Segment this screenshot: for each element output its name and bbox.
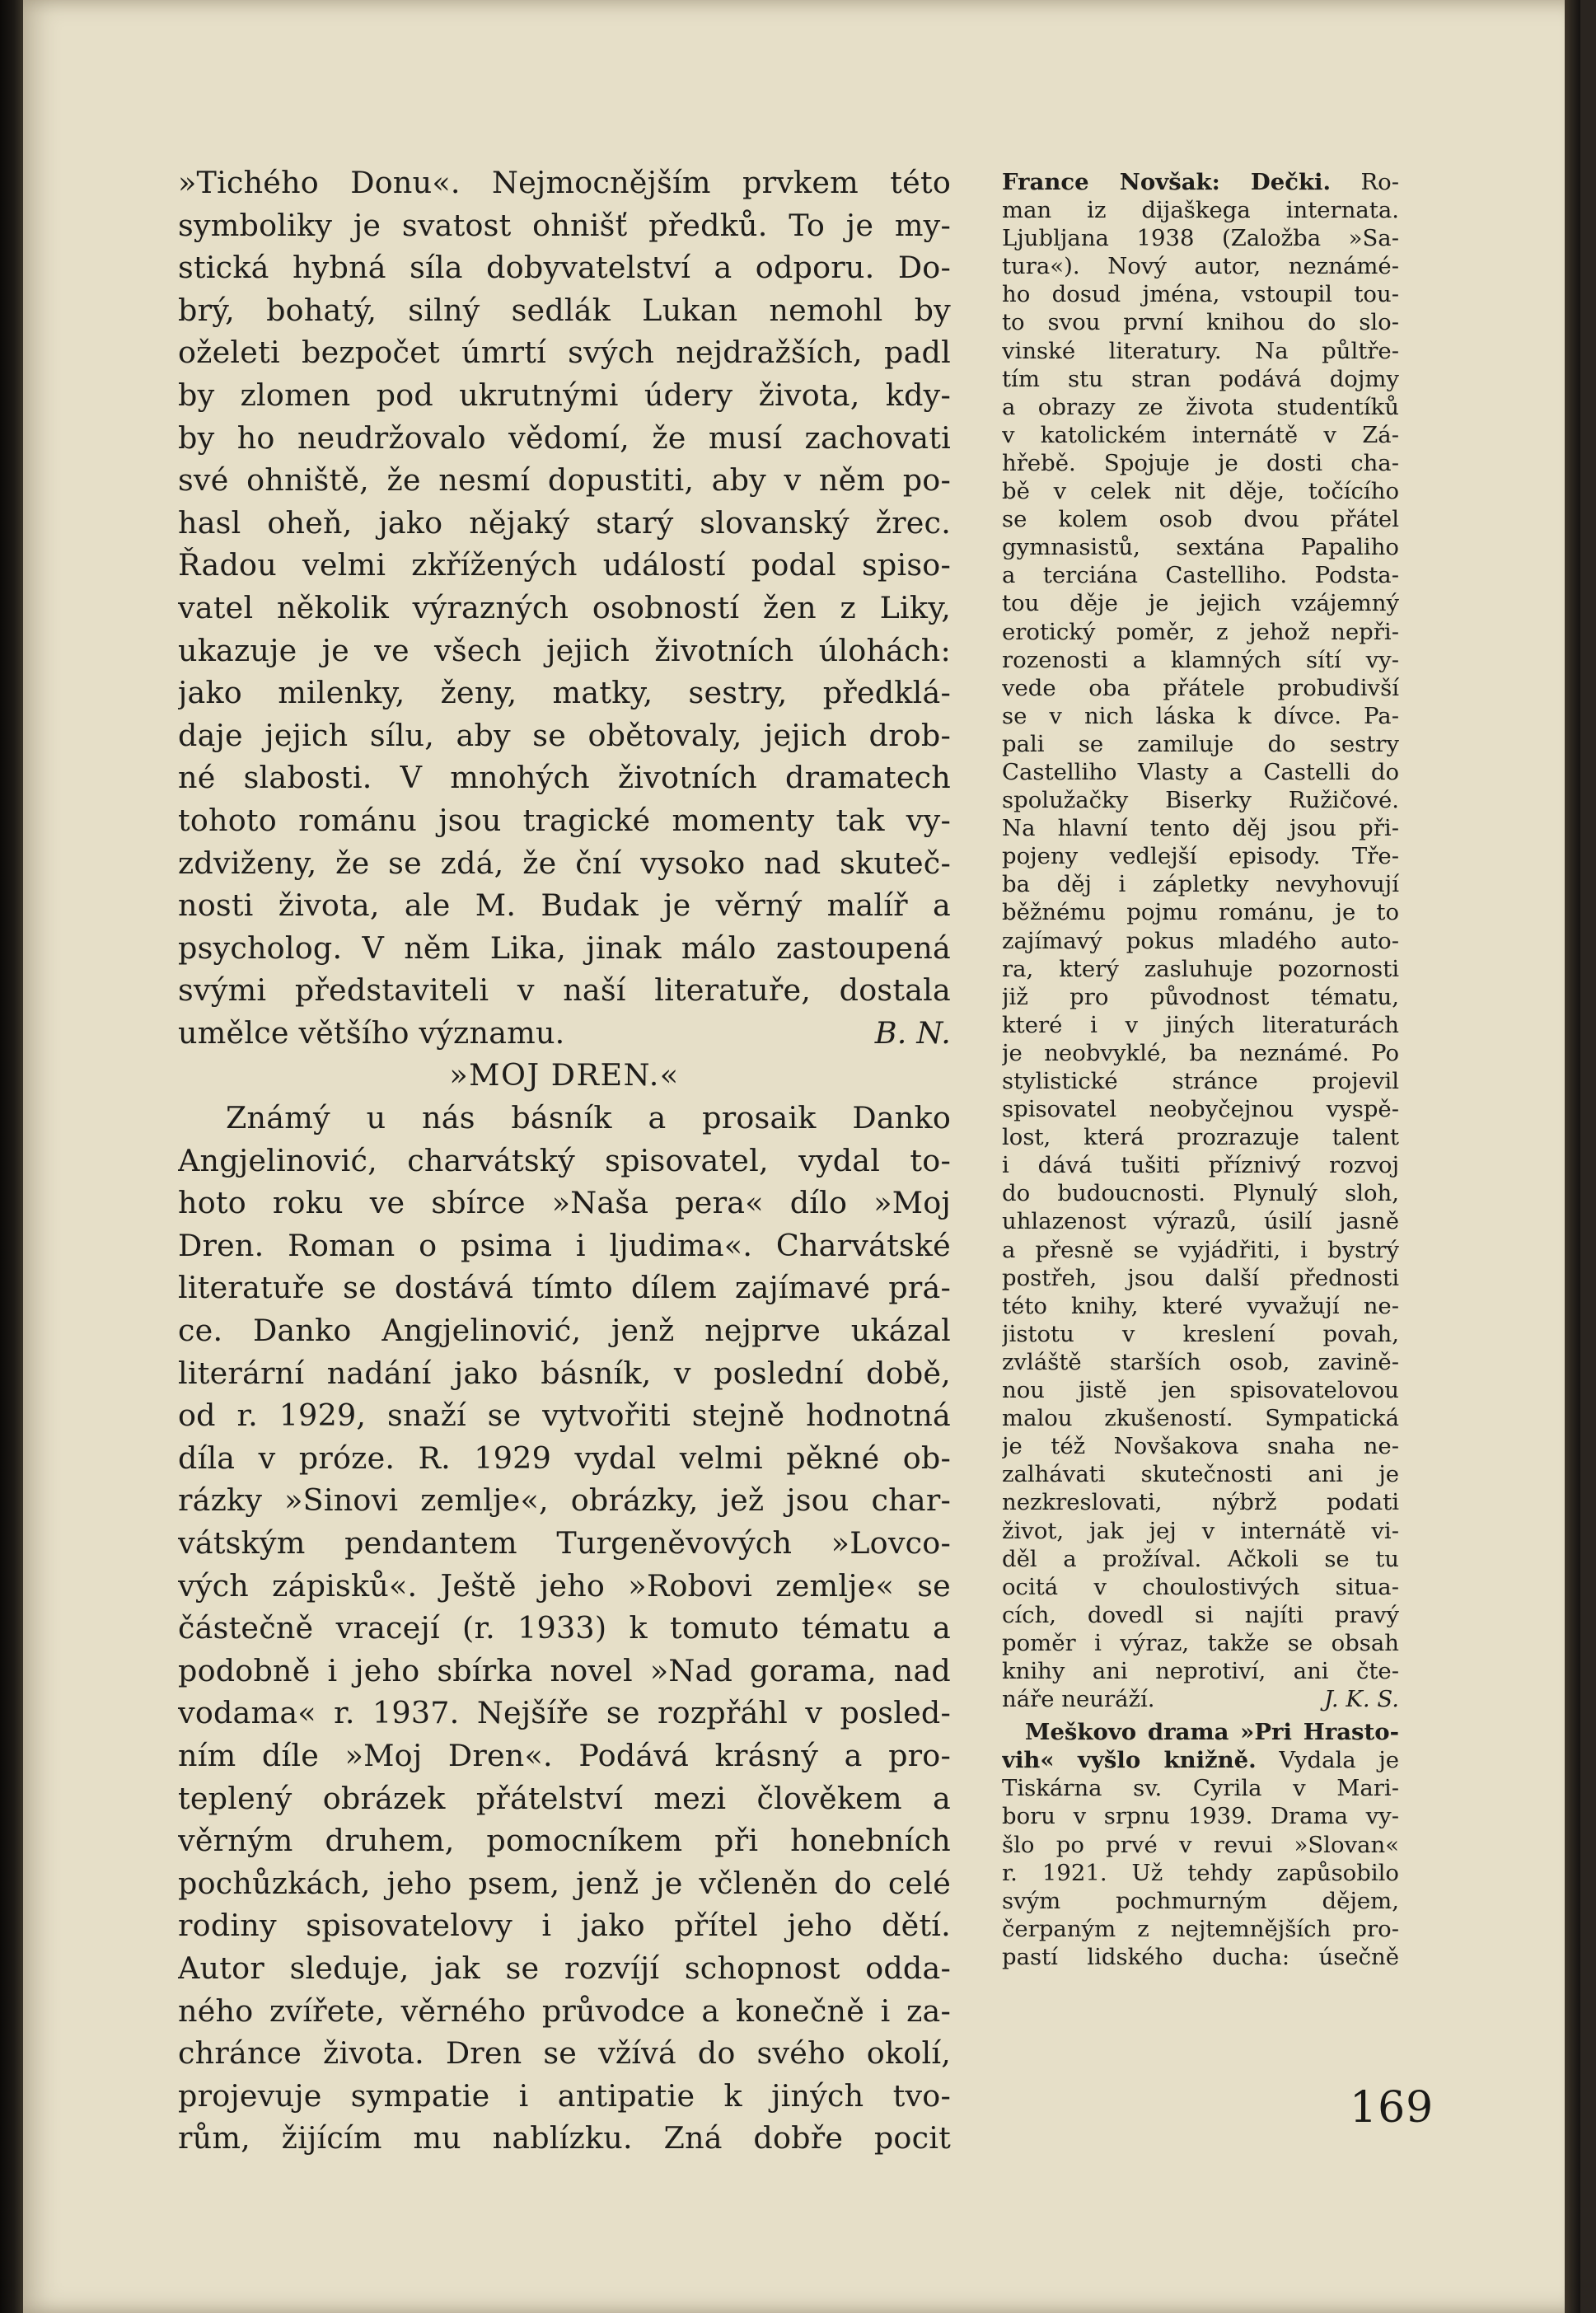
text-line: postřeh, jsou další přednosti xyxy=(1002,1264,1399,1291)
text-line: nosti života, ale M. Budak je věrný malíř a xyxy=(178,887,951,924)
text-line: do budoucnosti. Plynulý sloh, xyxy=(1002,1180,1399,1207)
article-heading-moj-dren: »MOJ DREN.« xyxy=(449,1057,680,1093)
text-line: život, jak jej v internátě vi- xyxy=(1002,1517,1399,1544)
text-line: hoto roku ve sbírce »Naša pera« dílo »Moj xyxy=(178,1185,951,1221)
text-line: jako milenky, ženy, matky, sestry, předklá- xyxy=(178,675,951,711)
text-line: děl a prožíval. Ačkoli se tu xyxy=(1002,1545,1399,1572)
text-line: svým pochmurným dějem, xyxy=(1002,1887,1399,1914)
text-line: r. 1921. Už tehdy zapůsobilo xyxy=(1002,1859,1399,1886)
text-line: věrným druhem, pomocníkem při honebních xyxy=(178,1823,951,1859)
text-line: a obrazy ze života studentíků xyxy=(1002,393,1399,420)
text-line: Známý u nás básník a prosaik Danko xyxy=(226,1100,951,1136)
text-line: ba děj i zápletky nevyhovují xyxy=(1002,871,1399,898)
text-line: v katolickém internátě v Zá- xyxy=(1002,421,1399,448)
text-line: poměr i výraz, takže se obsah xyxy=(1002,1629,1399,1656)
text-line: projevuje sympatie i antipatie k jiných tvo- xyxy=(178,2077,951,2114)
right-column xyxy=(1002,168,1399,1971)
text-line: Na hlavní tento děj jsou při- xyxy=(1002,815,1399,842)
text-line: literární nadání jako básník, v poslední době, xyxy=(178,1355,951,1391)
review-heading-tail: Ro- xyxy=(1360,169,1399,195)
text-line: je neobvyklé, ba neznámé. Po xyxy=(1002,1039,1399,1066)
text-line: malou zkušeností. Sympatická xyxy=(1002,1405,1399,1432)
text-line: šlo po prvé v revui »Slovan« xyxy=(1002,1831,1399,1858)
text-line: uhlazenost výrazů, úsilí jasně xyxy=(1002,1208,1399,1235)
text-line: lost, která prozrazuje talent xyxy=(1002,1124,1399,1151)
signature-line-bn xyxy=(178,1012,951,1055)
text-line: brý, bohatý, silný sedlák Lukan nemohl by xyxy=(178,292,951,328)
text-line: boru v srpnu 1939. Drama vy- xyxy=(1002,1803,1399,1830)
text-line: tohoto románu jsou tragické momenty tak vy- xyxy=(178,802,951,838)
review-mesko-body xyxy=(1002,1774,1399,1971)
text-line: ocitá v choulostivých situa- xyxy=(1002,1573,1399,1600)
text-line: běžnému pojmu románu, je to xyxy=(1002,899,1399,926)
text-line: chránce života. Dren se vžívá do svého okolí, xyxy=(178,2035,951,2072)
text-line: vátským pendantem Turgeněvových »Lovco- xyxy=(178,1525,951,1561)
closing-text: umělce většího významu. xyxy=(178,1014,565,1051)
text-line: man iz dijaškega internata. xyxy=(1002,197,1399,224)
text-line: své ohniště, že nesmí dopustiti, aby v něm po- xyxy=(178,462,951,499)
text-line: Autor sleduje, jak se rozvíjí schopnost odda- xyxy=(178,1950,951,1986)
text-line: to svou první knihou do slo- xyxy=(1002,309,1399,336)
text-line: stická hybná síla dobyvatelství a odporu. Do- xyxy=(178,250,951,286)
text-line: Řadou velmi zkřížených událostí podal spiso- xyxy=(178,547,951,583)
text-line: rozenosti a klamných sítí vy- xyxy=(1002,646,1399,673)
text-line: zdviženy, že se zdá, že ční vysoko nad skuteč- xyxy=(178,845,951,881)
review-novsak-body xyxy=(1002,196,1399,1685)
text-line: čerpaným z nejtemnějších pro- xyxy=(1002,1915,1399,1942)
signature-line-jks xyxy=(1002,1685,1399,1713)
text-line: vinské literatury. Na půltře- xyxy=(1002,337,1399,364)
text-line: bě v celek nit děje, točícího xyxy=(1002,478,1399,505)
text-line: díla v próze. R. 1929 vydal velmi pěkné ob- xyxy=(178,1440,951,1476)
text-line: vodama« r. 1937. Nejšíře se rozpřáhl v posled- xyxy=(178,1695,951,1731)
review-mesko-second-line: vih« vyšlo knižně. Vydala je xyxy=(1002,1747,1399,1774)
text-line: a terciána Castelliho. Podsta- xyxy=(1002,562,1399,589)
text-line: teplený obrázek přátelství mezi člověkem a xyxy=(178,1780,951,1816)
text-line: hasl oheň, jako nějaký starý slovanský žrec. xyxy=(178,504,951,541)
text-line: svými představiteli v naší literatuře, dostala xyxy=(178,972,951,1009)
text-line: této knihy, které vyvažují ne- xyxy=(1002,1292,1399,1319)
text-line: vede oba přátele probudivší xyxy=(1002,674,1399,701)
text-line: psycholog. V něm Lika, jinak málo zastoupená xyxy=(178,929,951,966)
page-edge xyxy=(1565,0,1580,2313)
author-signature: B. N. xyxy=(874,1014,951,1051)
text-line: pojeny vedlejší episody. Tře- xyxy=(1002,843,1399,870)
text-line: se kolem osob dvou přátel xyxy=(1002,506,1399,533)
text-line: se v nich láska k dívce. Pa- xyxy=(1002,702,1399,729)
text-line: pochůzkách, jeho psem, jenž je včleněn do celé xyxy=(178,1865,951,1901)
text-line: rům, žijícím mu nablízku. Zná dobře pocit xyxy=(178,2120,951,2156)
text-line: erotický poměr, z jehož nepři- xyxy=(1002,618,1399,645)
text-line: zalhávati skutečnosti ani je xyxy=(1002,1461,1399,1488)
text-line: »Tichého Donu«. Nejmocnějším prvkem této xyxy=(178,165,951,200)
text-line: již pro původnost tématu, xyxy=(1002,983,1399,1010)
text-line: ra, který zasluhuje pozornosti xyxy=(1002,955,1399,982)
text-line: a přesně se vyjádřiti, i bystrý xyxy=(1002,1236,1399,1263)
text-line: stylistické stránce projevil xyxy=(1002,1068,1399,1094)
text-line: by zlomen pod ukrutnými údery života, kdy- xyxy=(178,377,951,413)
text-line: podobně i jeho sbírka novel »Nad gorama, nad xyxy=(178,1652,951,1688)
text-line: zvláště starších osob, zavině- xyxy=(1002,1348,1399,1375)
text-line: ného zvířete, věrného průvodce a konečně i za- xyxy=(178,1992,951,2029)
text-line: symboliky je svatost ohnišť předků. To je my- xyxy=(178,207,951,243)
text-line: spolužačky Biserky Ružičové. xyxy=(1002,787,1399,814)
text-line: gymnasistů, sextána Papaliho xyxy=(1002,534,1399,561)
text-line: Angjelinović, charvátský spisovatel, vydal to- xyxy=(178,1142,951,1178)
text-line: ukazuje je ve všech jejich životních úlohách: xyxy=(178,632,951,668)
text-line: daje jejich sílu, aby se obětovaly, jejich drob- xyxy=(178,717,951,753)
review-heading-novsak: France Novšak: Dečki. xyxy=(1002,169,1332,195)
book-spine-shadow xyxy=(0,0,23,2313)
text-line: vých zápisků«. Ještě jeho »Robovi zemlje« se xyxy=(178,1567,951,1604)
page-number: 169 xyxy=(1350,2083,1435,2133)
text-line: i dává tušiti příznivý rozvoj xyxy=(1002,1152,1399,1179)
text-line: od r. 1929, snaží se vytvořiti stejně hodnotná xyxy=(178,1398,951,1434)
text-line: částečně vracejí (r. 1933) k tomuto tématu a xyxy=(178,1610,951,1646)
text-line: tura«). Nový autor, neznámé- xyxy=(1002,253,1399,280)
text-line: vatel několik výrazných osobností žen z Liky, xyxy=(178,589,951,625)
text-line: ním díle »Moj Dren«. Podává krásný a pro- xyxy=(178,1737,951,1773)
text-line: pali se zamiluje do sestry xyxy=(1002,730,1399,757)
text-line: rázky »Sinovi zemlje«, obrázky, jež jsou char- xyxy=(178,1482,951,1519)
review-novsak-first-line xyxy=(1002,168,1399,196)
text-line: nou jistě jen spisovatelovou xyxy=(1002,1377,1399,1404)
text-line: Dren. Roman o psima i ljudima«. Charvátské xyxy=(178,1227,951,1263)
text-line: nezkreslovati, nýbrž podati xyxy=(1002,1489,1399,1516)
text-line: rodiny spisovatelovy i jako přítel jeho dětí. xyxy=(178,1908,951,1944)
text-line: hřebě. Spojuje je dosti cha- xyxy=(1002,449,1399,476)
text-line: zajímavý pokus mladého auto- xyxy=(1002,927,1399,954)
closing-text: náře neuráží. xyxy=(1002,1686,1155,1713)
review-heading-mesko: Meškovo drama »Pri Hrasto- xyxy=(1025,1719,1399,1746)
text-line: oželeti bezpočet úmrtí svých nejdražších, padl xyxy=(178,335,951,371)
article-moj-dren-body xyxy=(178,1097,951,2160)
text-line: pastí lidského ducha: úsečně xyxy=(1002,1943,1399,1970)
text-line: ce. Danko Angjelinović, jenž nejprve ukázal xyxy=(178,1313,951,1349)
text-line: knihy ani neprotiví, ani čte- xyxy=(1002,1657,1399,1684)
text-line: literatuře se dostává tímto dílem zajímavé prá- xyxy=(178,1270,951,1306)
text-line: tím stu stran podává dojmy xyxy=(1002,365,1399,392)
text-line: ho dosud jména, vstoupil tou- xyxy=(1002,281,1399,308)
text-line: cích, dovedl si najíti pravý xyxy=(1002,1601,1399,1628)
text-line: Ljubljana 1938 (Založba »Sa- xyxy=(1002,225,1399,252)
text-line: tou děje je jejich vzájemný xyxy=(1002,590,1399,617)
author-signature: J. K. S. xyxy=(1324,1686,1399,1713)
text-line: Castelliho Vlasty a Castelli do xyxy=(1002,758,1399,785)
text-line: Tiskárna sv. Cyrila v Mari- xyxy=(1002,1775,1399,1802)
text-line: které i v jiných literaturách xyxy=(1002,1011,1399,1038)
text-line: je též Novšakova snaha ne- xyxy=(1002,1433,1399,1460)
text-line: jistotu v kreslení povah, xyxy=(1002,1320,1399,1347)
article-budak-continuation xyxy=(178,162,951,1012)
text-line: spisovatel neobyčejnou vyspě- xyxy=(1002,1096,1399,1123)
left-column xyxy=(178,162,951,2160)
text-line: by ho neudržovalo vědomí, že musí zachovati xyxy=(178,419,951,456)
text-line: né slabosti. V mnohých životních dramatech xyxy=(178,760,951,796)
